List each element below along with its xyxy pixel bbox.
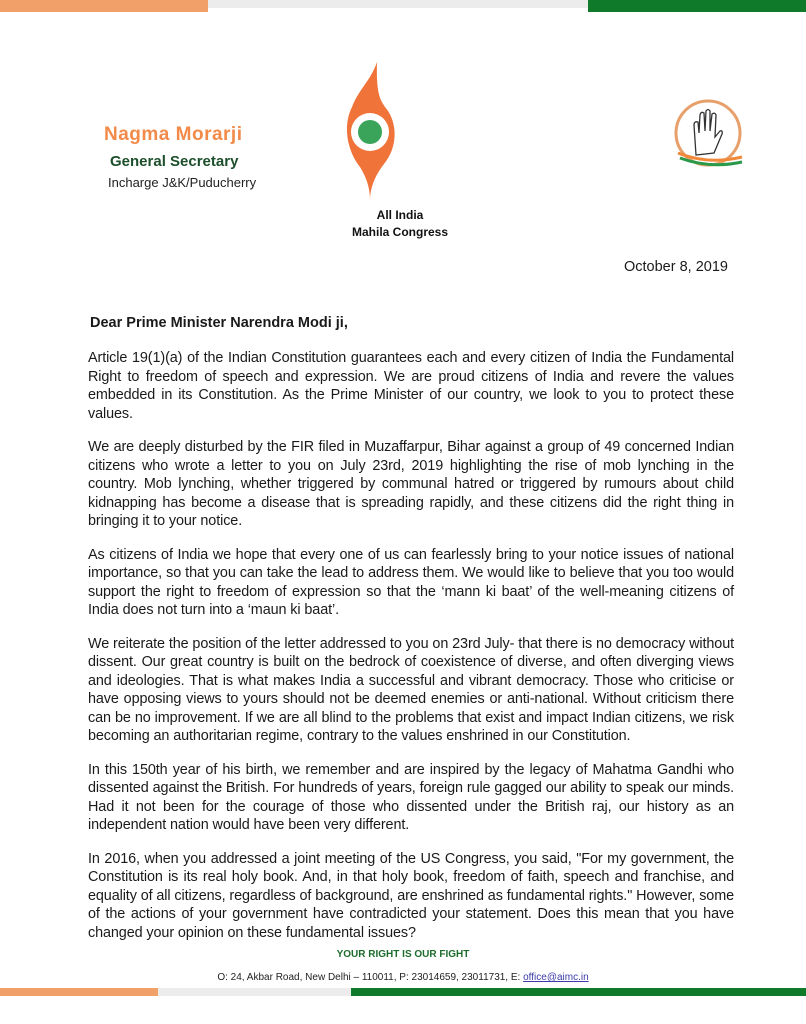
bottom-white-stripe xyxy=(158,988,351,996)
mahila-congress-logo-icon xyxy=(340,62,400,202)
paragraph-6: In 2016, when you addressed a joint meeting of the US Congress, you said, "For my government, the Constitution is its real holy book. And, in that holy book, freedom of faith, speech and franchise, and equality of all citizens, regardless of background, are enshrined as fundamental rights." However, some of the actions of your government have contradicted your statement. Does this mean that you have changed your opinion on these fundamental issues? xyxy=(88,850,734,941)
top-white-stripe xyxy=(208,0,588,8)
sender-incharge: Incharge J&K/Puducherry xyxy=(108,175,257,190)
letter-body xyxy=(88,349,734,942)
congress-hand-logo-icon xyxy=(670,95,750,175)
bottom-stripes xyxy=(0,988,806,996)
paragraph-4: We reiterate the position of the letter addressed to you on 23rd July- that there is no democracy without dissent. Our great country is built on the bedrock of coexistence of diverse, and often diverging views and ideologies. That is what makes India a successful and vibrant democracy. Those who criticise or have opposing views to yours should not be deemed enemies or anti-national. Without criticism there can be no improvement. If we are all blind to the problems that exist and impact Indian citizens, we risk becoming an authoritarian regime, contrary to the values enshrined in our Constitution. xyxy=(88,635,734,744)
top-green-stripe xyxy=(588,0,806,12)
email-link[interactable]: office@aimc.in xyxy=(523,972,589,983)
bottom-green-stripe xyxy=(351,988,806,996)
sender-name: Nagma Morarji xyxy=(104,124,243,145)
footer-address xyxy=(0,971,806,984)
org-name-line1: All India xyxy=(376,208,424,222)
sender-role: General Secretary xyxy=(110,153,239,170)
org-name-line2: Mahila Congress xyxy=(351,225,449,239)
top-saffron-stripe xyxy=(0,0,208,12)
address-text: O: 24, Akbar Road, New Delhi – 110011, P: 23014659, 23011731, E: xyxy=(217,972,524,983)
paragraph-1: Article 19(1)(a) of the Indian Constitution guarantees each and every citizen of India the Fundamental Right to freedom of speech and expression. We are proud citizens of India and revere the values embedded in its Constitution. As the Prime Minister of our country, we look to you to protect these values. xyxy=(88,350,734,422)
salutation: Dear Prime Minister Narendra Modi ji, xyxy=(90,315,348,331)
paragraph-2: We are deeply disturbed by the FIR filed in Muzaffarpur, Bihar against a group of 49 concerned Indian citizens who wrote a letter to you on July 23rd, 2019 highlighting the rise of mob lynching in the country. Mob lynching, whether triggered by communal hatred or triggered by rumours about child kidnapping has become a disease that is spreading rapidly, and these citizens did the right thing in bringing it to your notice. xyxy=(88,439,734,529)
paragraph-3: As citizens of India we hope that every one of us can fearlessly bring to your notice issues of national importance, so that you can take the lead to address them. We would like to believe that you too would support the right to freedom of expression so that the ‘mann ki baat’ of the well-meaning citizens of India does not turn into a ‘maun ki baat’. xyxy=(88,546,734,618)
bottom-saffron-stripe xyxy=(0,988,158,996)
paragraph-5: In this 150th year of his birth, we remember and are inspired by the legacy of Mahatma Gandhi who dissented against the British. For hundreds of years, foreign rule gagged our ability to speak our minds. Had it not been for the courage of those who dissented under the British raj, our history as an independent nation would have been very different. xyxy=(88,761,734,833)
letter-date: October 8, 2019 xyxy=(624,259,728,275)
footer-tagline: YOUR RIGHT IS OUR FIGHT xyxy=(336,949,470,960)
letter-flow xyxy=(0,349,806,996)
